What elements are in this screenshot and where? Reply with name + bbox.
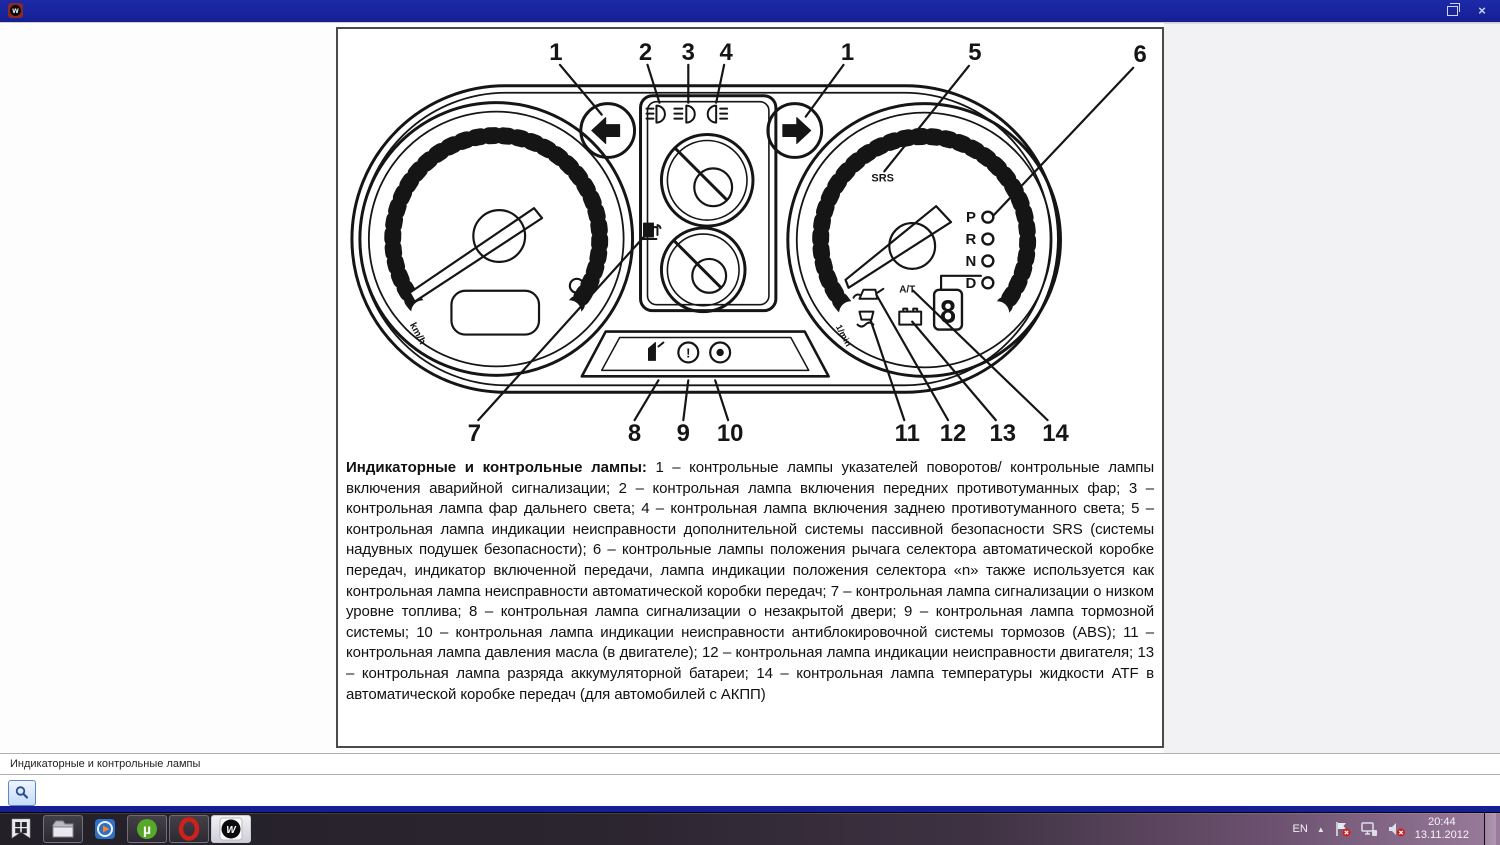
action-center-flag-icon[interactable] xyxy=(1334,821,1351,837)
folder-icon xyxy=(50,818,76,840)
app-content-area xyxy=(0,22,1500,754)
gear-digit-display: 8 xyxy=(939,296,957,331)
hidden-icons-chevron[interactable]: ▲ xyxy=(1317,825,1325,834)
opera-icon xyxy=(177,817,201,841)
network-icon[interactable] xyxy=(1360,821,1378,837)
svg-text:D: D xyxy=(966,275,977,292)
battery-icon xyxy=(899,309,921,325)
front-fog-icon xyxy=(647,106,665,123)
window-titlebar xyxy=(0,0,1500,22)
taskbar-item-autodata[interactable] xyxy=(211,815,251,843)
taskbar xyxy=(0,812,1500,845)
svg-text:2: 2 xyxy=(639,39,652,66)
left-turn-indicator-icon xyxy=(581,104,635,158)
svg-text:9: 9 xyxy=(677,420,690,447)
srs-label: SRS xyxy=(871,172,894,184)
utorrent-icon xyxy=(135,817,159,841)
svg-text:10: 10 xyxy=(717,420,744,447)
svg-text:4: 4 xyxy=(719,39,733,66)
svg-text:13: 13 xyxy=(989,420,1016,447)
language-indicator[interactable]: EN xyxy=(1293,823,1308,835)
svg-text:5: 5 xyxy=(968,39,981,66)
bottom-lamp-tray xyxy=(582,332,829,377)
svg-text:7: 7 xyxy=(468,420,481,447)
taskbar-item-media-player[interactable] xyxy=(85,815,125,843)
svg-text:1: 1 xyxy=(549,39,562,66)
svg-text:11: 11 xyxy=(895,420,920,447)
svg-text:P: P xyxy=(966,209,976,226)
svg-text:1: 1 xyxy=(841,39,854,66)
right-panel xyxy=(1164,23,1500,755)
kmh-label: km/h xyxy=(407,321,428,347)
search-button[interactable] xyxy=(8,780,36,806)
status-field[interactable] xyxy=(0,753,1500,775)
abs-warning-icon xyxy=(710,343,730,363)
svg-text:µ: µ xyxy=(143,821,151,837)
taskbar-item-utorrent[interactable] xyxy=(127,815,167,843)
brake-excl-mark: ! xyxy=(686,345,690,360)
rpm-label: 1/min xyxy=(834,323,854,348)
tray-date: 13.11.2012 xyxy=(1415,829,1469,842)
tray-time: 20:44 xyxy=(1415,816,1469,829)
show-desktop-button[interactable] xyxy=(1484,813,1496,845)
app-logo-icon: w xyxy=(8,3,23,18)
speedometer-gauge xyxy=(360,103,633,376)
taskbar-item-explorer[interactable] xyxy=(43,815,83,843)
system-tray xyxy=(1293,813,1500,845)
status-text: Индикаторные и контрольные лампы xyxy=(0,754,1500,770)
svg-text:3: 3 xyxy=(682,39,695,66)
start-icon xyxy=(9,817,33,841)
svg-text:6: 6 xyxy=(1133,41,1146,68)
autodata-icon xyxy=(219,817,243,841)
restore-icon xyxy=(1447,6,1458,16)
svg-text:N: N xyxy=(966,253,977,270)
rear-fog-icon xyxy=(708,106,727,123)
caption-paragraph xyxy=(338,453,1162,705)
search-icon xyxy=(14,785,30,801)
gear-selector-letters xyxy=(966,209,977,292)
center-panel xyxy=(641,96,776,312)
clock[interactable] xyxy=(1415,816,1469,842)
start-button[interactable] xyxy=(1,815,41,843)
svg-text:W: W xyxy=(226,825,237,836)
search-row xyxy=(0,775,1500,806)
high-beam-icon xyxy=(674,106,694,123)
svg-text:8: 8 xyxy=(628,420,641,447)
instrument-cluster-diagram xyxy=(338,29,1162,453)
volume-muted-icon[interactable] xyxy=(1387,821,1406,837)
taskbar-item-opera[interactable] xyxy=(169,815,209,843)
svg-text:14: 14 xyxy=(1042,420,1069,447)
door-ajar-icon xyxy=(648,343,663,361)
media-player-icon xyxy=(93,817,117,841)
close-button[interactable] xyxy=(1474,4,1490,18)
svg-text:12: 12 xyxy=(940,420,967,447)
svg-text:R: R xyxy=(966,231,977,248)
at-temp-icon: A/T xyxy=(899,285,915,296)
caption-body: 1 – контрольные лампы указателей поворотов/ контрольные лампы включения аварийной сигнализации; 2 – контрольная лампа включения передних противотуманных фар; 3 – контрольная лампа фар дальнего света; 4 – контрольная лампа включения заднею противотуманного света; 5 – контрольная лампа индикации неисправности дополнительной системы пассивной безопасности SRS (системы надувных подушек безопасности); 6 – контрольные лампы положения рычага селектора автоматической коробке передач, индикатор включенной передачи, лампа индикации положения селектора «n» также используется как контрольная лампа неисправности автоматической коробки передач; 7 – контрольная лампа сигнализации о низком уровне топлива; 8 – контрольная лампа сигнализации о незакрытой двери; 9 – контрольная лампа тормозной системы; 10 – контрольная лампа индикации неисправности антиблокировочной системы тормозов (ABS); 11 – контрольная лампа давления масла (в двигателе); 12 – контрольная лампа индикации неисправности двигателя; 13 – контрольная лампа разряда аккумуляторной батареи; 14 – контрольная лампа температуры жидкости ATF в автоматической коробке передач (для автомобилей с АКПП) xyxy=(346,459,1154,703)
restore-button[interactable] xyxy=(1444,4,1460,18)
close-icon: × xyxy=(1478,5,1486,17)
caption-lead: Индикаторные и контрольные лампы: xyxy=(346,459,647,476)
manual-page xyxy=(336,27,1164,748)
